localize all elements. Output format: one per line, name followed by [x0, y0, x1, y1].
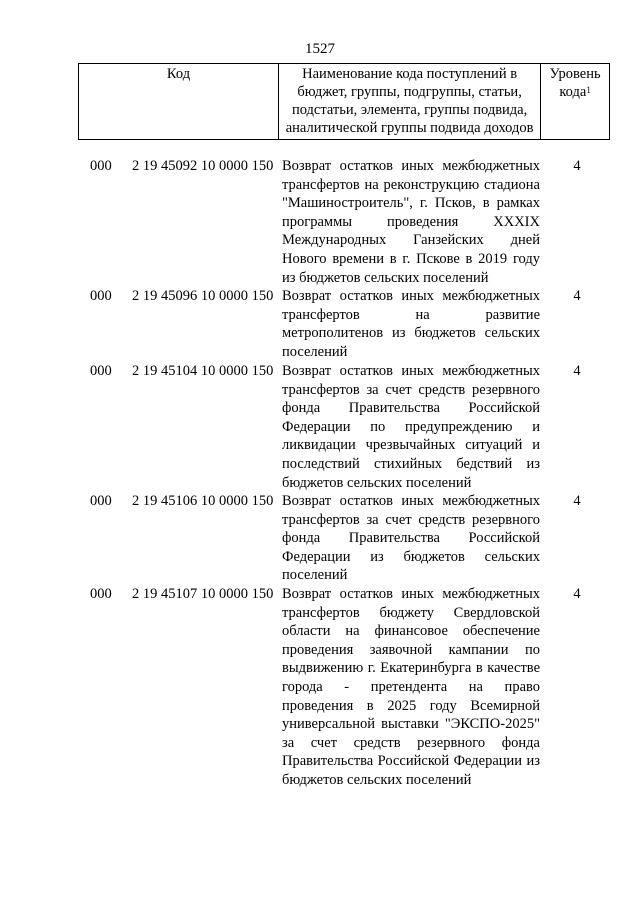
revenue-code: 2 19 45092 10 0000 150 [132, 158, 274, 174]
header-name: Наименование кода поступлений в бюджет, группы, подгруппы, статьи, подстатьи, элемента, группы подвида, аналитической группы подвида доходов [279, 64, 541, 140]
admin-code: 000 [90, 158, 112, 174]
table-row [78, 585, 610, 790]
table-body [78, 157, 610, 790]
revenue-name: Возврат остатков иных межбюджетных трансфертов на развитие метрополитенов из бюджетов сельских поселений [282, 288, 540, 360]
code-level: 4 [573, 288, 581, 304]
code-level: 4 [573, 493, 581, 509]
revenue-name: Возврат остатков иных межбюджетных трансфертов на реконструкцию стадиона "Машиностроитель", г. Псков, в рамках программы проведения XXXIX Международных Ганзейских дней Нового времени в г. Пскове в 2019 году из бюджетов сельских поселений [282, 158, 540, 286]
header-level [541, 64, 610, 140]
admin-code: 000 [90, 363, 112, 379]
table-header [78, 63, 610, 140]
revenue-name: Возврат остатков иных межбюджетных трансфертов бюджету Свердловской области на финансовое обеспечение проведения заявочной кампании по выдвижению г. Екатеринбурга в качестве города - претендента на право проведения в 2025 году Всемирной универсальной выставки "ЭКСПО-2025" за счет средств резервного фонда Правительства Российской Федерации из бюджетов сельских поселений [282, 586, 540, 788]
admin-code: 000 [90, 288, 112, 304]
code-level: 4 [573, 158, 581, 174]
revenue-name: Возврат остатков иных межбюджетных трансфертов за счет средств резервного фонда Правительства Российской Федерации по предупреждению и ликвидации чрезвычайных ситуаций и последствий стихийных бедствий из бюджетов сельских поселений [282, 363, 540, 491]
table-row [78, 362, 610, 492]
revenue-code: 2 19 45107 10 0000 150 [132, 586, 274, 602]
code-level: 4 [573, 363, 581, 379]
page-number: 1527 [305, 41, 335, 57]
header-code: Код [79, 64, 279, 140]
revenue-code: 2 19 45106 10 0000 150 [132, 493, 274, 509]
revenue-code: 2 19 45096 10 0000 150 [132, 288, 274, 304]
table-row [78, 157, 610, 287]
admin-code: 000 [90, 586, 112, 602]
revenue-code: 2 19 45104 10 0000 150 [132, 363, 274, 379]
code-level: 4 [573, 586, 581, 602]
revenue-name: Возврат остатков иных межбюджетных трансфертов за счет средств резервного фонда Правительства Российской Федерации из бюджетов сельских поселений [282, 493, 540, 584]
table-row [78, 287, 610, 362]
header-level-label: Уровень кода [549, 66, 601, 100]
table-row [78, 492, 610, 585]
footnote-marker: 1 [586, 85, 591, 95]
admin-code: 000 [90, 493, 112, 509]
